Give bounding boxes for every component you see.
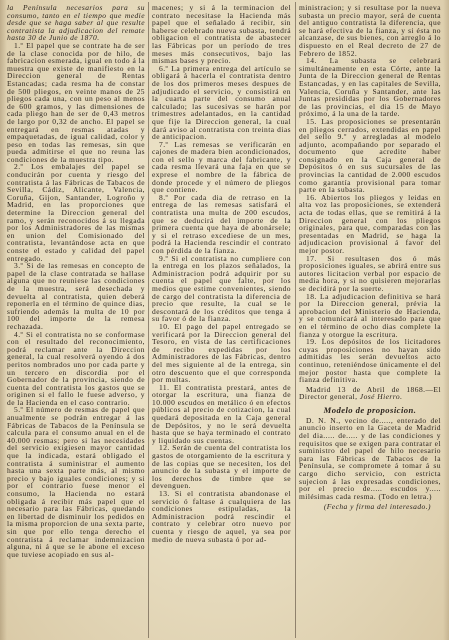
article-4: 4.º Si el contratista no se conformase con el resultado del reconocimiento, podrá reclamar ante la Direccion general, la cual resolverá oyendo á dos peritos nombrados uno por cada parte y un tercero en discordia por el Gobernador de la provincia, siendo de cuenta del contratista los gastos que se originen si el fallo le fuese adverso, y de la Hacienda en el caso contrario. — [7, 329, 145, 407]
model-text: D. N. N., vecino de....., enterado del anuncio inserto en la Gaceta de Madrid del dia..... de..... y de las condiciones y requisitos que se exigen para contratar el suministro del papel de hilo necesario para las Fábricas de Tabacos de la Península, se compromete á tomar á su cargo dicho servicio, con estricta sujecion á las expresadas condiciones, por el precio de..... escudos y..... milésimas cada resma. (Todo en letra.) — [299, 415, 441, 501]
model-footer: (Fecha y firma del interesado.) — [323, 502, 431, 512]
article-5: 5.º El número de resmas de papel que anualmente se podrán entregar á las Fábricas de Tabacos de la Península se calcula para el consumo anual en el de 40.000 resmas; pero si las necesidades del servicio exigiesen mayor cantidad que la indicada, estará obligado el contratista á suministrar el aumento hasta una sexta parte más, al mismo precio y bajo iguales condiciones; y si por el contrario fuese menor el consumo, la Hacienda no estará obligada á recibir más papel que el necesario para las Fábricas, quedando en libertad de disminuir los pedidos en la misma proporcion de una sexta parte, sin que por ello tenga derecho el contratista á reclamar indemnizacion alguna, ni á que se le abone el exceso que tuviese acopiado en sus al- — [7, 405, 145, 559]
column-1 — [7, 4, 145, 634]
column-rule — [148, 2, 149, 638]
article-2: 2.º Los embalajes del papel se conducirán por cuenta y riesgo del contratista á las Fábricas de Tabacos de Sevilla, Cádiz, Alicante, Valencia, Coruña, Gijon, Santander, Logroño y Madrid, en las proporciones que determine la Direccion general del ramo, y serán reconocidos á su llegada por los Administradores de las mismas en union del Comisionado del contratista, levantándose acta en que conste el estado y calidad del papel entregado. — [7, 162, 145, 263]
article-10: 10. El pago del papel entregado se verificará por la Direccion general del Tesoro, en vista de las certificaciones de recibo expedidas por los Administradores de las Fábricas, dentro del mes siguiente al de la entrega, sin otro descuento que el que corresponda por multas. — [152, 321, 291, 385]
continuation-paragraph: ministracion; y si resultase por la nueva subasta un precio mayor, será de cuenta del antiguo contratista la diferencia, que se hará efectiva de la fianza, y si ésta no alcanzase, de sus bienes, con arreglo á lo dispuesto en el Real decreto de 27 de Febrero de 1852. — [299, 4, 441, 58]
column-3 — [299, 4, 441, 634]
article-12: 12. Serán de cuenta del contratista los gastos de otorgamiento de la escritura y de las copias que se necesiten, los del anuncio de la subasta y el importe de los derechos de timbre que se devenguen. — [152, 443, 291, 491]
article-14: 14. La subasta se celebrará simultáneamente en esta Córte, ante la Junta de la Direccion general de Rentas Estancadas, y en las capitales de Sevilla, Valencia, Coruña y Santander, ante las Juntas presididas por los Gobernadores de las provincias, el dia 15 de Mayo próximo, á la una de la tarde. — [299, 56, 441, 119]
article-11: 11. El contratista prestará, antes de otorgar la escritura, una fianza de 10.000 escudos en metálico ó en efectos públicos al precio de cotizacion, la cual quedará depositada en la Caja general de Depósitos, y no le será devuelta hasta que se haya terminado el contrato y liquidado sus cuentas. — [152, 382, 291, 445]
article-16: 16. Abiertos los pliegos y leidas en alta voz las proposiciones, se extenderá acta de todas ellas, que se remitirá á la Direccion general con los pliegos originales, para que, comparadas con las presentadas en Madrid, se haga la adjudicacion provisional á favor del mejor postor. — [299, 192, 441, 255]
continuation-paragraph: macenes; y si á la terminacion del contrato necesitase la Hacienda más papel que el señalado á recibir, sin haberse celebrado nueva subasta, tendrá obligacion el contratista de abastecer las Fábricas por un período de tres meses más consecutivos, bajo las mismas bases y precio. — [152, 4, 291, 66]
article-19: 19. Los depósitos de los licitadores cuyas proposiciones no hayan sido admitidas les serán devueltos acto continuo, reteniéndose únicamente el del mejor postor hasta que complete la fianza definitiva. — [299, 337, 441, 385]
signature-date: Madrid 13 de Abril de 1868.—El Director general, — [299, 384, 441, 402]
signature-name: José Hierro. — [359, 392, 403, 402]
article-9: 9.º Si el contratista no cumpliere con la entrega en los plazos señalados, la Administracion podrá adquirir por su cuenta el papel que falte, por los medios que estime convenientes, siendo de cargo del contratista la diferencia de precio que resulte, la cual se le descontará de los créditos que tenga á su favor ó de la fianza. — [152, 253, 291, 324]
intro-paragraph: la Península necesarios para su consumo, tanto en el tiempo que medie desde que se haga saber al que resulte contratista la adjudicacion del remate hasta 30 de Junio de 1870. — [7, 4, 145, 43]
article-17: 17. Si resultasen dos ó más proposiciones iguales, se abrirá entre sus autores licitacion verbal por espacio de media hora, y si no quisieren mejorarlas se decidirá por la suerte. — [299, 253, 441, 293]
article-3: 3.º Si de las remesas en concepto de papel de la clase contratada se hallase alguna que no reuniese las condiciones de la muestra, será desechada y devuelta al contratista, quien deberá reponerla en el término de quince dias, sufriendo además la multa de 10 por 100 del importe de la remesa rechazada. — [7, 261, 145, 331]
column-2 — [152, 4, 291, 634]
article-18: 18. La adjudicacion definitiva se hará por la Direccion general, prévia la aprobacion del Ministerio de Hacienda, y se comunicará al interesado para que en el término de ocho dias complete la fianza y otorgue la escritura. — [299, 291, 441, 339]
article-7: 7.º Las remesas se verificarán en cajones de madera bien acondicionados, con el sello y marca del fabricante, y cada resma llevará una faja en que se exprese el nombre de la fábrica de donde procede y el número de pliegos que contiene. — [152, 139, 291, 195]
article-13: 13. Si el contratista abandonase el servicio ó faltase á cualquiera de las condiciones estipuladas, la Administracion podrá rescindir el contrato y celebrar otro nuevo por cuenta y riesgo de aquel, ya sea por medio de nueva subasta ó por ad- — [152, 489, 291, 544]
signature-line — [299, 386, 441, 401]
model-title: Modelo de proposicion. — [323, 404, 417, 415]
article-1: 1.º El papel que se contrate ha de ser de la clase conocida por de hilo, de fabricacion esmerada, igual en todo á la muestra que existe de manifiesto en la Direccion general de Rentas Estancadas; cada resma ha de constar de 500 pliegos, en veinte manos de 25 pliegos cada una, con un peso al menos de 600 gramos, y las dimensiones de cada pliego han de ser de 0,43 metros de largo por 0,32 de ancho. El papel se entregará en resmas atadas y empaquetadas, de igual calidad, color y peso en todas las remesas, sin que pueda admitirse el que no reuna las condiciones de la muestra tipo. — [7, 40, 145, 164]
article-6: 6.º La primera entrega del artículo se obligará á hacerla el contratista dentro de los dos primeros meses despues de adjudicado el servicio, y consistirá en la cuarta parte del consumo anual calculado; las sucesivas se harán por trimestres adelantados, en la cantidad que fije la Direccion general, la cual dará aviso al contratista con treinta dias de anticipacion. — [152, 63, 291, 142]
article-8: 8.º Por cada dia de retraso en la entrega de las remesas satisfará el contratista una multa de 200 escudos, que se deducirá del importe de la primera cuenta que haya de abonársele; y si el retraso excediese de un mes, podrá la Hacienda rescindir el contrato con pérdida de la fianza. — [152, 192, 291, 255]
column-rule — [295, 2, 296, 638]
article-15: 15. Las proposiciones se presentarán en pliegos cerrados, extendidas en papel del sello 9.º y arregladas al modelo adjunto, acompañando por separado el documento que acredite haber consignado en la Caja general de Depósitos ó en sus sucursales de las provincias la cantidad de 2.000 escudos como garantía provisional para tomar parte en la subasta. — [299, 116, 441, 195]
